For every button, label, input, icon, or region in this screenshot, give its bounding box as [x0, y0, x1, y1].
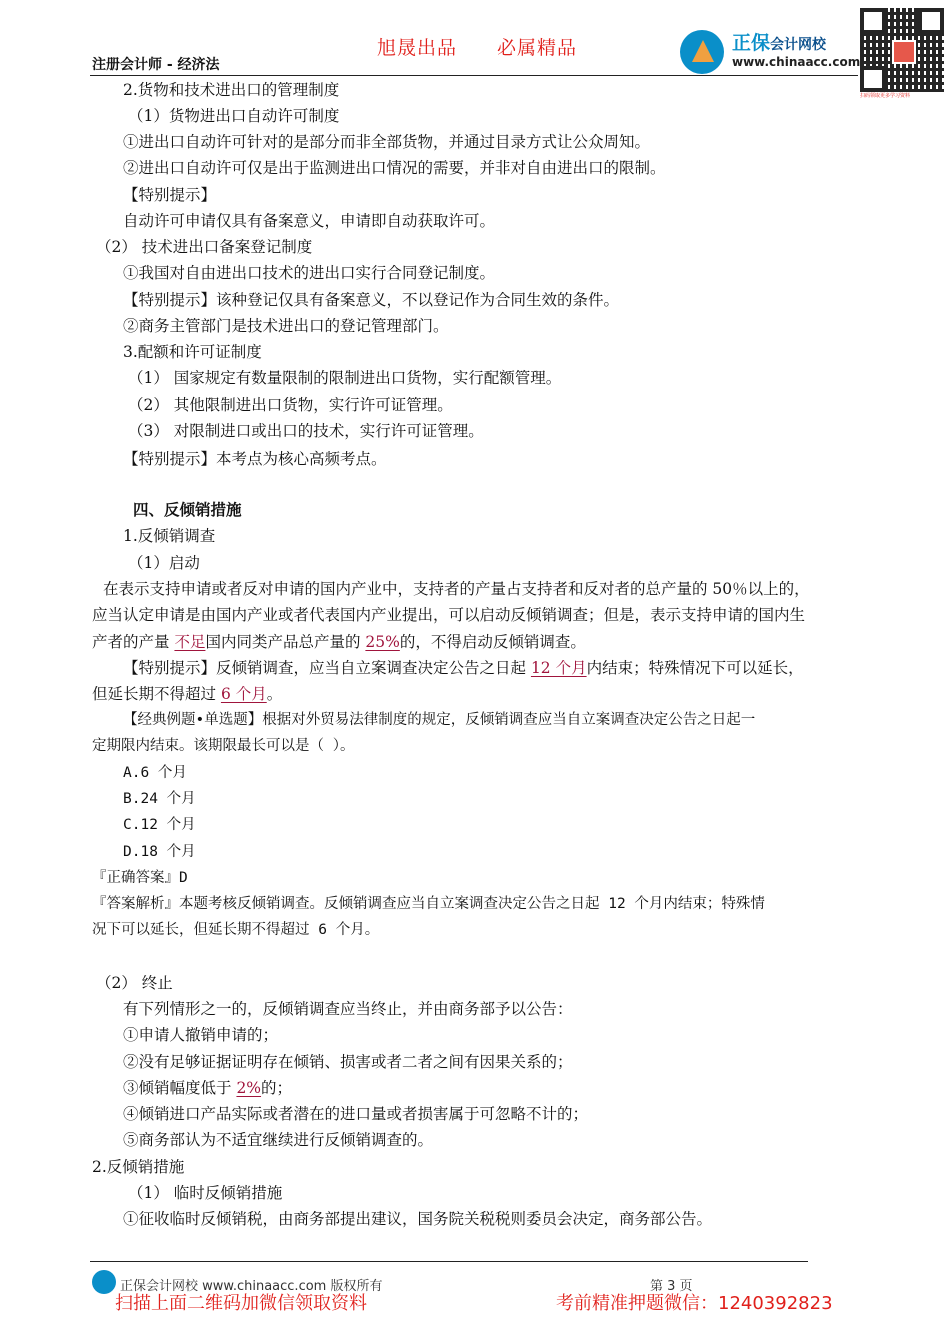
logo-name: 正保会计网校	[732, 32, 827, 54]
list-item: ③倾销幅度低于 2%的；	[123, 1079, 293, 1097]
header-divider	[90, 75, 858, 76]
option-b: B.24 个月	[123, 791, 196, 807]
list-item: ⑤商务部认为不适宜继续进行反倾销调查的。	[123, 1131, 434, 1149]
question-text: 定期限内结束。该期限最长可以是（ ）。	[92, 738, 355, 754]
footer-page-number: 第 3 页	[650, 1279, 693, 1294]
paragraph: ①我国对自由进出口技术的进出口实行合同登记制度。	[123, 264, 496, 282]
heading-quota: 3.配额和许可证制度	[123, 343, 262, 361]
subheading-termination: （2） 终止	[96, 974, 173, 992]
question-text: 【经典例题•单选题】根据对外贸易法律制度的规定，反倾销调查应当自立案调查决定公告之日起一	[123, 712, 756, 728]
logo-url: www.chinaacc.com	[732, 55, 861, 69]
answer-explanation: 『答案解析』本题考核反倾销调查。反倾销调查应当自立案调查决定公告之日起 12 个月内结束；特殊情	[92, 896, 765, 912]
footer-divider	[90, 1261, 808, 1262]
footer-logo-icon	[92, 1270, 116, 1294]
qr-code-icon	[860, 8, 944, 92]
paragraph: （1） 国家规定有数量限制的限制进出口货物，实行配额管理。	[128, 369, 562, 387]
paragraph: ②进出口自动许可仅是出于监测进出口情况的需要，并非对自由进出口的限制。	[123, 159, 666, 177]
header-slogan-left: 旭晟出品	[377, 37, 458, 59]
paragraph: （2） 其他限制进出口货物，实行许可证管理。	[128, 396, 453, 414]
header-slogan-right: 必属精品	[497, 37, 578, 59]
paragraph: 应当认定申请是由国内产业或者代表国内产业提出，可以启动反倾销调查；但是，表示支持申请的国内生	[92, 606, 806, 624]
heading-anti-dumping-measures: 2.反倾销措施	[92, 1158, 185, 1176]
subheading-tech-registration: （2） 技术进出口备案登记制度	[96, 238, 313, 256]
list-item: ④倾销进口产品实际或者潜在的进口量或者损害属于可忽略不计的；	[123, 1105, 589, 1123]
paragraph: 【特别提示】本考点为核心高频考点。	[123, 450, 387, 468]
subheading-auto-license: （1）货物进出口自动许可制度	[128, 107, 340, 125]
qr-caption: 扫码领取更多学习资料	[860, 93, 911, 99]
subheading-provisional-measures: （1） 临时反倾销措施	[128, 1184, 283, 1202]
chinaacc-logo	[680, 28, 860, 74]
list-item: ②没有足够证据证明存在倾销、损害或者二者之间有因果关系的；	[123, 1053, 573, 1071]
paragraph: 自动许可申请仅具有备案意义，申请即自动获取许可。	[123, 212, 496, 230]
paragraph: （3） 对限制进口或出口的技术，实行许可证管理。	[128, 422, 484, 440]
list-item: ①申请人撤销申请的；	[123, 1026, 279, 1044]
correct-answer: 『正确答案』D	[92, 870, 188, 886]
option-a: A.6 个月	[123, 765, 187, 781]
paragraph: 在表示支持申请或者反对申请的国内产业中，支持者的产量占支持者和反对者的总产量的 50％以上的，	[103, 580, 810, 598]
paragraph: 产者的产量 不足国内同类产品总产量的 25%的，不得启动反倾销调查。	[92, 633, 586, 651]
answer-explanation: 况下可以延长，但延长期不得超过 6 个月。	[92, 922, 380, 938]
logo-emblem-icon	[680, 30, 724, 74]
footer-copyright: 正保会计网校 www.chinaacc.com 版权所有	[120, 1279, 383, 1294]
section-heading-anti-dumping: 四、反倾销措施	[133, 500, 242, 519]
option-c: C.12 个月	[123, 817, 196, 833]
heading-anti-dumping-investigation: 1.反倾销调查	[123, 527, 216, 545]
footer-promo-left: 扫描上面二维码加微信领取资料	[115, 1293, 367, 1314]
subheading-start: （1）启动	[128, 554, 200, 572]
paragraph: 【特别提示】该种登记仅具有备案意义，不以登记作为合同生效的条件。	[123, 291, 620, 309]
course-title: 注册会计师 - 经济法	[92, 57, 220, 73]
option-d: D.18 个月	[123, 844, 196, 860]
paragraph: ①进出口自动许可针对的是部分而非全部货物，并通过目录方式让公众周知。	[123, 133, 651, 151]
footer-promo-right: 考前精准押题微信：1240392823	[556, 1293, 833, 1314]
paragraph: 但延长期不得超过 6 个月。	[92, 685, 283, 703]
paragraph: 【特别提示】反倾销调查，应当自立案调查决定公告之日起 12 个月内结束；特殊情况下可以延长，	[123, 659, 804, 677]
paragraph: 有下列情形之一的，反倾销调查应当终止，并由商务部予以公告：	[123, 1000, 573, 1018]
qr-badge-icon	[892, 40, 916, 64]
paragraph: ②商务主管部门是技术进出口的登记管理部门。	[123, 317, 449, 335]
tip-label: 【特别提示】	[123, 186, 217, 204]
heading-goods-tech: 2.货物和技术进出口的管理制度	[123, 81, 340, 99]
paragraph: ①征收临时反倾销税，由商务部提出建议，国务院关税税则委员会决定，商务部公告。	[123, 1210, 713, 1228]
